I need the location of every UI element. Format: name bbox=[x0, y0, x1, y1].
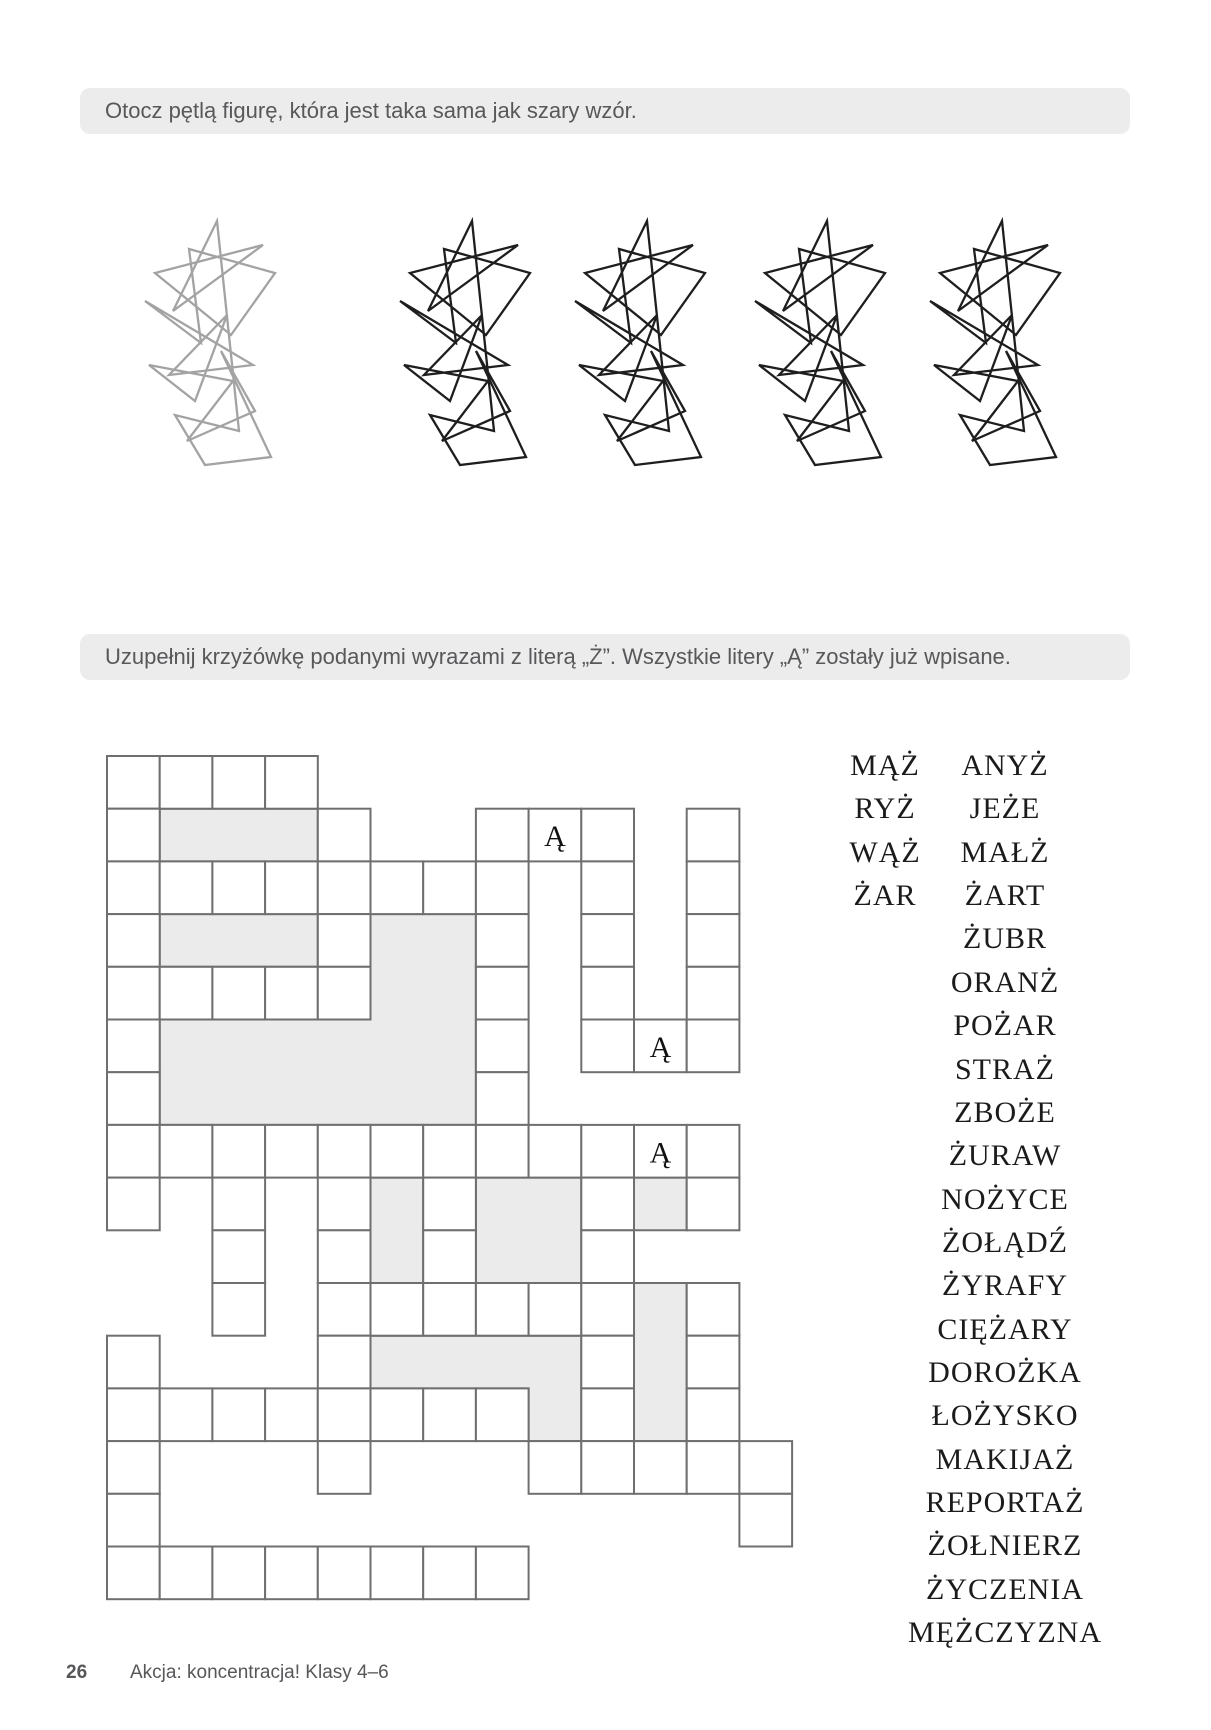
word: MĘŻCZYZNA bbox=[908, 1616, 1102, 1649]
shaded-region bbox=[160, 914, 318, 967]
crossword-cell[interactable] bbox=[371, 1388, 424, 1441]
page-number: 26 bbox=[66, 1662, 88, 1683]
crossword-cell[interactable] bbox=[318, 1441, 371, 1494]
crossword-cell[interactable] bbox=[687, 809, 740, 862]
word: ŻYCZENIA bbox=[926, 1572, 1084, 1606]
crossword-cell[interactable] bbox=[476, 1388, 529, 1441]
crossword-cell[interactable] bbox=[581, 1388, 634, 1441]
crossword-cell[interactable] bbox=[634, 1441, 687, 1494]
word: NOŻYCE bbox=[941, 1182, 1069, 1216]
crossword-cell[interactable] bbox=[212, 1388, 265, 1441]
crossword-cell[interactable] bbox=[212, 756, 265, 809]
crossword-cell[interactable] bbox=[318, 1125, 371, 1178]
crossword-cell[interactable] bbox=[318, 914, 371, 967]
crossword-cell[interactable] bbox=[318, 1283, 371, 1336]
crossword-cell[interactable] bbox=[476, 1125, 529, 1178]
prefilled-letter: Ą bbox=[649, 1136, 672, 1170]
crossword-cell[interactable] bbox=[423, 1230, 476, 1283]
crossword-cell[interactable] bbox=[107, 1178, 160, 1231]
crossword-cell[interactable] bbox=[212, 1125, 265, 1178]
crossword-cell[interactable] bbox=[107, 1072, 160, 1125]
word: DOROŻKA bbox=[928, 1355, 1082, 1389]
crossword-cell[interactable] bbox=[687, 1020, 740, 1073]
crossword-cell[interactable] bbox=[529, 1283, 582, 1336]
crossword-cell[interactable] bbox=[212, 1230, 265, 1283]
crossword-cell[interactable] bbox=[107, 1020, 160, 1073]
crossword-cell[interactable] bbox=[318, 1547, 371, 1600]
crossword-cell[interactable] bbox=[476, 914, 529, 967]
word: ŻOŁĄDŹ bbox=[942, 1225, 1068, 1259]
crossword-cell[interactable] bbox=[371, 861, 424, 914]
crossword-cell[interactable] bbox=[476, 967, 529, 1020]
crossword-cell[interactable] bbox=[581, 1125, 634, 1178]
word: MAŁŻ bbox=[960, 835, 1050, 869]
crossword-cell[interactable] bbox=[160, 1125, 213, 1178]
crossword-cell[interactable] bbox=[371, 1125, 424, 1178]
word: POŻAR bbox=[953, 1009, 1057, 1043]
word: RYŻ bbox=[854, 792, 916, 826]
crossword-cell[interactable] bbox=[423, 861, 476, 914]
word: ZBOŻE bbox=[954, 1095, 1056, 1129]
shaded-region bbox=[160, 809, 318, 862]
crossword-cell[interactable] bbox=[476, 1547, 529, 1600]
word: JEŻE bbox=[969, 792, 1041, 826]
crossword-cell[interactable] bbox=[265, 1547, 318, 1600]
crossword-cell[interactable] bbox=[581, 1283, 634, 1336]
crossword-cell[interactable] bbox=[687, 1388, 740, 1441]
word: ŻART bbox=[964, 879, 1046, 912]
shaded-region bbox=[476, 1178, 581, 1283]
crossword-cell[interactable] bbox=[687, 967, 740, 1020]
word: ANYŻ bbox=[961, 749, 1049, 782]
crossword-cell[interactable] bbox=[423, 1547, 476, 1600]
crossword-cell[interactable] bbox=[318, 1230, 371, 1283]
prefilled-letter: Ą bbox=[649, 1030, 672, 1064]
crossword-cell[interactable] bbox=[476, 1283, 529, 1336]
crossword-cell[interactable] bbox=[687, 861, 740, 914]
crossword-cell[interactable] bbox=[423, 1283, 476, 1336]
word: MAKIJAŻ bbox=[935, 1442, 1075, 1476]
word: ŁOŻYSKO bbox=[931, 1399, 1079, 1433]
crossword-cell[interactable] bbox=[107, 1494, 160, 1547]
crossword-cell[interactable] bbox=[687, 1441, 740, 1494]
shaded-region bbox=[634, 1178, 687, 1231]
crossword-cell[interactable] bbox=[212, 1178, 265, 1231]
word: STRAŻ bbox=[954, 1052, 1056, 1086]
crossword-cell[interactable] bbox=[160, 967, 213, 1020]
crossword-cell[interactable] bbox=[160, 1547, 213, 1600]
crossword-cell[interactable] bbox=[581, 967, 634, 1020]
crossword-cell[interactable] bbox=[265, 1125, 318, 1178]
crossword-cell[interactable] bbox=[581, 861, 634, 914]
word: MĄŻ bbox=[850, 749, 920, 782]
crossword-cell[interactable] bbox=[107, 1441, 160, 1494]
crossword-cell[interactable] bbox=[318, 1336, 371, 1389]
crossword-cell[interactable] bbox=[318, 861, 371, 914]
crossword-cell[interactable] bbox=[687, 1283, 740, 1336]
crossword-cell[interactable] bbox=[423, 1178, 476, 1231]
crossword-cell[interactable] bbox=[318, 1178, 371, 1231]
crossword-cell[interactable] bbox=[107, 809, 160, 862]
crossword-cell[interactable] bbox=[581, 1336, 634, 1389]
crossword-cell[interactable] bbox=[160, 756, 213, 809]
crossword-cell[interactable] bbox=[476, 809, 529, 862]
crossword-cell[interactable] bbox=[371, 1547, 424, 1600]
crossword-cell[interactable] bbox=[687, 1178, 740, 1231]
crossword-cell[interactable] bbox=[581, 914, 634, 967]
shaded-region bbox=[371, 1178, 424, 1283]
task2-instruction: Uzupełnij krzyżówkę podanymi wyrazami z literą „Ż”. Wszystkie litery „Ą” zostały już wpisane. bbox=[80, 634, 1130, 680]
crossword-cell[interactable] bbox=[107, 1547, 160, 1600]
crossword-cell[interactable] bbox=[160, 861, 213, 914]
crossword-cell[interactable] bbox=[265, 861, 318, 914]
word: ŻAR bbox=[853, 879, 917, 912]
crossword-cell[interactable] bbox=[581, 1178, 634, 1231]
task1-instruction: Otocz pętlą figurę, która jest taka sama jak szary wzór. bbox=[80, 88, 1130, 134]
crossword-cell[interactable] bbox=[107, 967, 160, 1020]
word: ŻOŁNIERZ bbox=[927, 1529, 1083, 1563]
crossword-cell[interactable] bbox=[265, 1388, 318, 1441]
crossword-cell[interactable] bbox=[476, 861, 529, 914]
crossword-cell[interactable] bbox=[739, 1441, 792, 1494]
crossword-cell[interactable] bbox=[212, 861, 265, 914]
word: ORANŻ bbox=[950, 965, 1060, 999]
crossword-cell[interactable] bbox=[687, 1125, 740, 1178]
crossword-cell[interactable] bbox=[107, 1388, 160, 1441]
crossword-cell[interactable] bbox=[318, 1388, 371, 1441]
word: ŻYRAFY bbox=[941, 1269, 1069, 1303]
word: ŻUBR bbox=[962, 922, 1048, 956]
crossword-cell[interactable] bbox=[107, 914, 160, 967]
word: CIĘŻARY bbox=[937, 1312, 1073, 1346]
shaded-region bbox=[634, 1283, 687, 1441]
crossword-cell[interactable] bbox=[529, 1441, 582, 1494]
crossword-cell[interactable] bbox=[107, 861, 160, 914]
crossword-cell[interactable] bbox=[529, 1125, 582, 1178]
crossword-cell[interactable] bbox=[318, 809, 371, 862]
crossword-cell[interactable] bbox=[107, 756, 160, 809]
crossword-cell[interactable] bbox=[371, 1283, 424, 1336]
crossword-cell[interactable] bbox=[212, 1283, 265, 1336]
crossword-cell[interactable] bbox=[423, 1388, 476, 1441]
crossword-cell[interactable] bbox=[739, 1494, 792, 1547]
crossword-cell[interactable] bbox=[687, 914, 740, 967]
word: WĄŻ bbox=[849, 835, 921, 869]
crossword-cell[interactable] bbox=[107, 1125, 160, 1178]
crossword-cell[interactable] bbox=[476, 1020, 529, 1073]
prefilled-letter: Ą bbox=[544, 820, 566, 854]
crossword-cell[interactable] bbox=[265, 967, 318, 1020]
word: ŻURAW bbox=[948, 1139, 1062, 1173]
crossword-cell[interactable] bbox=[160, 1388, 213, 1441]
crossword-cell[interactable] bbox=[581, 809, 634, 862]
book-title: Akcja: koncentracja! Klasy 4–6 bbox=[130, 1662, 389, 1683]
crossword-cell[interactable] bbox=[476, 1072, 529, 1125]
crossword-cell[interactable] bbox=[318, 967, 371, 1020]
crossword-cell[interactable] bbox=[581, 1230, 634, 1283]
crossword-cell[interactable] bbox=[212, 1547, 265, 1600]
word: REPORTAŻ bbox=[925, 1486, 1085, 1519]
crossword-cell[interactable] bbox=[212, 967, 265, 1020]
crossword-cell[interactable] bbox=[423, 1125, 476, 1178]
crossword-cell[interactable] bbox=[687, 1336, 740, 1389]
crossword-cell[interactable] bbox=[265, 756, 318, 809]
crossword-cell[interactable] bbox=[107, 1336, 160, 1389]
crossword-cell[interactable] bbox=[581, 1020, 634, 1073]
crossword-cell[interactable] bbox=[581, 1441, 634, 1494]
